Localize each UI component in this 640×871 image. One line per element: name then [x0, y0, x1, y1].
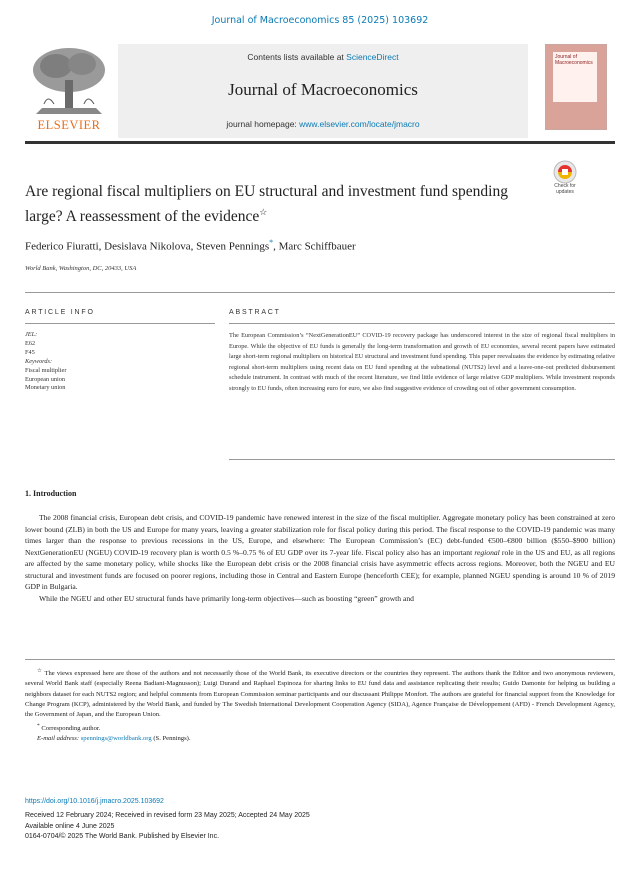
- info-divider: [25, 292, 615, 293]
- copyright: 0164-0704/© 2025 The World Bank. Published by Elsevier Inc.: [25, 833, 220, 840]
- email-link[interactable]: spennings@worldbank.org: [80, 735, 152, 743]
- paragraph-text: role in the US and EU, as all regions are affected by the same monetary policy, while shocks like the European debt crisis or the 2008 financial crisis have asymmetric effects across regions. Moreover, both the NGEU and EU structural and investment funds are focused on poorer regions, including those in Central and Eastern Europe (henceforth CEE); for example, planned NGEU spending is around 10 % of 2019 GDP in Bulgaria.: [25, 547, 615, 592]
- abstract-heading: ABSTRACT: [229, 309, 281, 316]
- article-info-rule: [25, 323, 215, 324]
- homepage-link[interactable]: www.elsevier.com/locate/jmacro: [299, 119, 420, 129]
- online-date: Available online 4 June 2025: [25, 822, 115, 830]
- authors-after: , Marc Schiffbauer: [273, 240, 356, 253]
- received-dates: Received 12 February 2024; Received in revised form 23 May 2025; Accepted 24 May 2025: [25, 812, 310, 819]
- title-text: Are regional fiscal multipliers on EU structural and investment fund spending large? A reassessment of the evidence: [25, 183, 508, 226]
- journal-name: Journal of Macroeconomics: [228, 80, 418, 99]
- jel-code: E62: [25, 339, 36, 347]
- footnote-divider: [25, 659, 615, 660]
- check-updates-line1: Check for: [554, 183, 576, 189]
- contents-prefix: Contents lists available at: [247, 52, 347, 62]
- article-info-keywords: [25, 331, 215, 393]
- keywords-label: Keywords:: [25, 357, 53, 365]
- corresponding-author-mark[interactable]: *: [269, 238, 274, 247]
- section-heading-introduction: 1. Introduction: [25, 489, 77, 498]
- journal-reference[interactable]: Journal of Macroeconomics 85 (2025) 103692: [211, 15, 429, 26]
- jel-code: F45: [25, 348, 35, 356]
- abstract-rule: [229, 323, 615, 324]
- journal-homepage: [118, 119, 528, 129]
- check-updates-label: [540, 183, 590, 195]
- cover-title: Journal of Macroeconomics: [553, 52, 597, 102]
- email-label: E-mail address:: [37, 735, 80, 743]
- footnote-mark: *: [37, 722, 40, 729]
- jel-label: JEL:: [25, 331, 38, 338]
- funding-footnote: [25, 666, 615, 721]
- publication-history: [25, 811, 310, 843]
- footnotes: [25, 666, 615, 744]
- affiliation: World Bank, Washington, DC, 20433, USA: [25, 265, 137, 272]
- paragraph: [25, 512, 615, 593]
- elsevier-wordmark: ELSEVIER: [37, 118, 101, 132]
- paragraph: While the NGEU and other EU structural funds have primarily long-term objectives—such as boosting “green” growth and: [39, 593, 414, 603]
- check-updates-line2: updates: [556, 189, 574, 195]
- keyword: Monetary union: [25, 384, 66, 392]
- abstract-bottom-rule: [229, 459, 615, 460]
- footnote-text: Corresponding author.: [39, 724, 101, 732]
- contents-line: [118, 52, 528, 62]
- sciencedirect-link[interactable]: ScienceDirect: [346, 52, 399, 62]
- keyword: Fiscal multiplier: [25, 366, 67, 374]
- article-info-heading: ARTICLE INFO: [25, 309, 95, 316]
- doi-link[interactable]: https://doi.org/10.1016/j.jmacro.2025.103692: [25, 798, 164, 805]
- paragraph-text: The 2008 financial crisis, European debt crisis, and COVID-19 pandemic have renewed interest in the size of the fiscal multiplier. Aggregate monetary policy has been constrained at zero lower bound (ZLB) in both the US and Europe for many years, leaving a greater stabilization role for fiscal policy during this period. The fiscal response to the COVID-19 pandemic was many times larger than the response to previous recessions in the US, Europe, and elsewhere: The European Commission’s (EC) debt-funded €500–€800 billion ($550–$900 billion) NextGenerationEU (NGEU) COVID-19 recovery plan is worth 0.5 %–0.75 % of EU GDP over its 7-year life. Fiscal policy also has an important: [25, 513, 615, 557]
- keyword: European union: [25, 375, 66, 383]
- homepage-prefix: journal homepage:: [226, 119, 300, 129]
- article-title: [25, 182, 545, 227]
- introduction-body: [25, 512, 615, 604]
- authors-before: Federico Fiuratti, Desislava Nikolova, Steven Pennings: [25, 240, 270, 253]
- emphasis: regional: [474, 547, 500, 557]
- email-footnote: [25, 734, 615, 744]
- footnote-text: The views expressed here are those of the authors and not necessarily those of the World Bank, its executive directors or the countries they represent. The authors thank the Editor and two anonymous reviewers, several World Bank staff (especially Reena Badiani-Magnusson); Luigi Durand and Raphael Espinoza for sharing links to EU fund data and assistance replicating their results; Guido Damonte for helping us building a neighbors dataset for each NUTS2 region; and helpful comments from European Commission seminar participants and our discussant Philippe Monfort. The authors are grateful for financial support from the Knowledge for Change Program (KCP), administered by the World Bank, and funded by The Swedish International Development Cooperation Agency (SIDA), Agence Française de Développement (AFD) - French Development Agency, the Government of Japan, and the European Union.: [25, 670, 615, 719]
- title-footnote-mark[interactable]: ☆: [259, 207, 268, 217]
- email-suffix: (S. Pennings).: [151, 735, 191, 743]
- check-updates-icon: [550, 160, 580, 184]
- header-divider: [25, 141, 615, 144]
- abstract-text: The European Commission’s “NextGenerationEU” COVID-19 recovery package has underscored interest in the size of regional fiscal multipliers in Europe. While the objective of EU funds is generally the long-term transformation and growth of EU economies, several recent papers have estimated large short-term regional multipliers on historical EU structural and investment fund spending. This paper reevaluates the evidence by estimating relative regional short-term multipliers using recent data on EU fund spending at the subnational (NUTS2) level and a leave-one-out predicted disbursement schedule instrument. In contrast with much of the recent literature, we find little evidence of large relative GDP multipliers. While investment responds strongly to EU funds, often increasing euro for euro, we also find suggestive evidence of crowding out of other government consumption.: [229, 332, 615, 392]
- footnote-mark: ☆: [37, 668, 43, 674]
- author-list: [25, 238, 356, 253]
- corresponding-footnote: [25, 721, 615, 734]
